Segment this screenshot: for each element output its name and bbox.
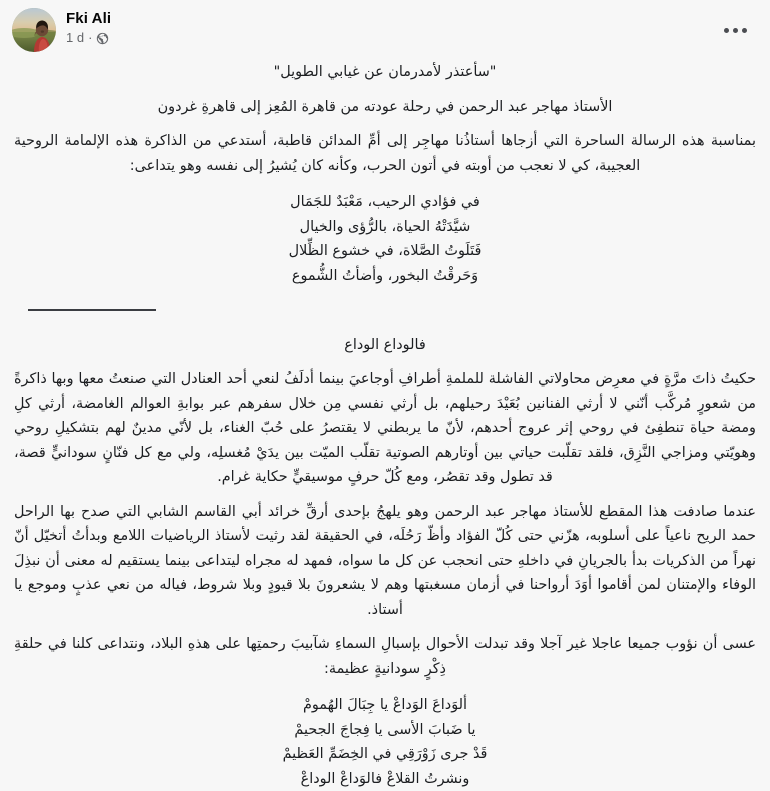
divider-rule [28,309,156,311]
spacer [14,359,756,367]
post-third-paragraph: عسى أن نؤوب جميعا عاجلا غير آجلا وقد تبدلت الأحوال بإسبالِ السماءِ شآبيبَ رحمتِها على هذهِ البلاد، ونتداعى كلنا في حلقةِ ذِكْرٍ سودانيةٍ عظيمة: [14,632,756,681]
verse-line: شيَّدَتْهُ الحياة، بالرُّؤى والخيال [14,215,756,240]
section-divider [14,292,756,333]
post-main-paragraph: حكيتُ ذاتَ مرَّةٍ في معرِض محاولاتي الفاشلة للملمةِ أطرافِ أوجاعيَ بينما أدلَفُ لنعي أحد العنادل التي صنعتُ معها وبها ذاكرةً من شعورٍ مُركَّب أنّني لا أرثي الفنانين بُعَيْدَ رحيلهم، بل أرثي نفسي مِن خلال سفرهم عبر بوابةِ العوالم الغامضة، أرثي كلِ ومضة حياة تنطفِئ في روحي إثر عروج أحدهم، لأنّ ما يربطني لا يقتصرُ على حُبّ الغناء، بل لأنّي مدينٌ لهم بتشكيلِ روحي وهويّتي ومزاجي النَّزِق، فلقد تقلّبت حياتي بين أوتارهم الصوتية تقلّب الميّت بين يدَيْ مُغسلِه، ولي مع كل فنّانٍ سودانيٍّ قصة، قد تطول وقد تقصُر، ومع كُلّ حرفٍ موسيقيٍّ حكاية غرام. [14,367,756,490]
verse-line: ونشرتُ القلاعْ فالوَداعْ الوداعْ [14,767,756,791]
globe-icon[interactable] [96,32,109,45]
profile-photo [12,8,56,52]
verse-line: ألوَداعَ الوَداعْ يا جِبَالَ الهُمومْ [14,693,756,718]
spacer [14,624,756,632]
post-second-paragraph: عندما صادفت هذا المقطع للأستاذ مهاجر عبد الرحمن وهو يلهجُ بإحدى أرقِّ خرائد أبي القاسم الشابي التي صدح بها الراحل حمد الريح ناعياً على أسلوبه، هزّني حتى كُلّ الفؤاد وأظّ رَحُلَه، في الحقيقة لقد رثيت لأستاذ الرياضيات اللامع وبدأتُ أتخيّل أنّ نهراً من الذكريات بدأ بالجريانِ في داخلهِ حتى انحجب عن كل ما سواه، فمهد له مجراه ليتداعى بينما يستقيم له معنى أن نبذِلَ الوفاء والإمتنان لمن أقاموا أوَدَ أرواحنا في أزمان مسغبتها وهم لا يشعرونَ بلا قيودٍ وبلا شروط، فياله من نعي عذبٍ وموجع يا أستاذ. [14,500,756,623]
post-meta [66,30,111,46]
spacer [14,87,756,95]
verse-line: في فؤادي الرحيب، مَعْبَدٌ للجَمَال [14,190,756,215]
verse-line: يا ضَبابَ الأسى يا فِجاجَ الجحيمْ [14,718,756,743]
verse-line: فَتَلَوتُ الصَّلاة، في خشوع الظِّلال [14,239,756,264]
three-dots-icon-dot-2 [733,28,738,33]
verse-block-two [14,693,756,791]
post-title-line: "سأعتذر لأمدرمان عن غيابي الطويل" [14,60,756,85]
farewell-heading: فالوداع الوداع [14,333,756,358]
post-content [0,56,770,791]
post-header [0,0,770,56]
post-subtitle-line: الأستاذ مهاجر عبد الرحمن في رحلة عودته من قاهرة المُعِز إلى قاهرةِ غردون [14,95,756,120]
spacer [14,492,756,500]
spacer [14,121,756,129]
verse-line: قَدْ جرى زَوْرَقِي في الخِضَمِّ العَظيمْ [14,742,756,767]
post-author-block [66,8,111,46]
verse-line: وَحَرقْتُ البخور، وأضأتُ الشُّموع [14,264,756,289]
post-timestamp[interactable]: 1 d [66,30,84,46]
more-options-button[interactable] [718,20,752,40]
spacer [14,180,756,188]
meta-separator: · [88,30,92,46]
three-dots-icon-dot-3 [742,28,747,33]
verse-block-one [14,190,756,288]
avatar[interactable] [12,8,56,52]
three-dots-icon-dot-1 [724,28,729,33]
post-intro-paragraph: بمناسبة هذه الرسالة الساحرة التي أزجاها أستاذُنا مهاجِر إلى أمِّ المدائن قاطبة، أستدعي من الذاكرة هذه الإلمامة الروحية العجيبة، كي لا نعجب من أوبته في أتون الحرب، وكأنه كان يُشيرُ إلى نفسه وهو يتداعى: [14,129,756,178]
author-name[interactable]: Fki Ali [66,9,111,28]
spacer [14,683,756,691]
